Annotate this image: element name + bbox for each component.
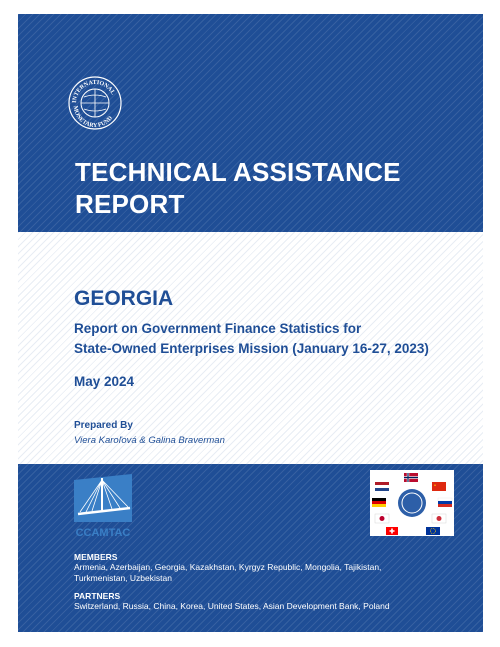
members-list: Armenia, Azerbaijan, Georgia, Kazakhstan, Kyrgyz Republic, Mongolia, Tajikistan, Turkmenistan, Uzbekistan <box>74 562 382 583</box>
report-subtitle-line-1: Report on Government Finance Statistics for <box>74 321 362 336</box>
report-title <box>75 156 401 220</box>
prepared-by-label: Prepared By <box>74 420 133 431</box>
partners-heading: PARTNERS <box>74 591 121 601</box>
report-subtitle <box>74 319 494 359</box>
partner-flags-logo <box>370 470 454 536</box>
members-heading: MEMBERS <box>74 552 118 562</box>
country-heading: GEORGIA <box>74 287 174 310</box>
partners-list: Switzerland, Russia, China, Korea, United States, Asian Development Bank, Poland <box>74 601 390 611</box>
report-cover <box>18 14 483 632</box>
russia-flag-icon <box>438 498 452 507</box>
germany-flag-icon <box>372 498 386 507</box>
ccamtac-logo <box>72 474 134 542</box>
report-title-line-2: REPORT <box>75 189 185 219</box>
netherlands-flag-icon <box>375 482 389 491</box>
china-flag-icon <box>432 482 446 491</box>
seal-ring-text-bottom: MONETARY FUND <box>71 105 114 130</box>
imf-seal-logo <box>68 76 122 130</box>
report-date: May 2024 <box>74 374 135 389</box>
report-title-line-1: TECHNICAL ASSISTANCE <box>75 157 401 187</box>
prepared-by-names: Viera Karoľová & Galina Braverman <box>74 435 225 446</box>
ccamtac-logo-text: CCAMTAC <box>75 527 131 539</box>
seal-ring-text-top: INTERNATIONAL <box>71 79 116 104</box>
report-subtitle-line-2: State-Owned Enterprises Mission (January 16-27, 2023) <box>74 341 429 356</box>
